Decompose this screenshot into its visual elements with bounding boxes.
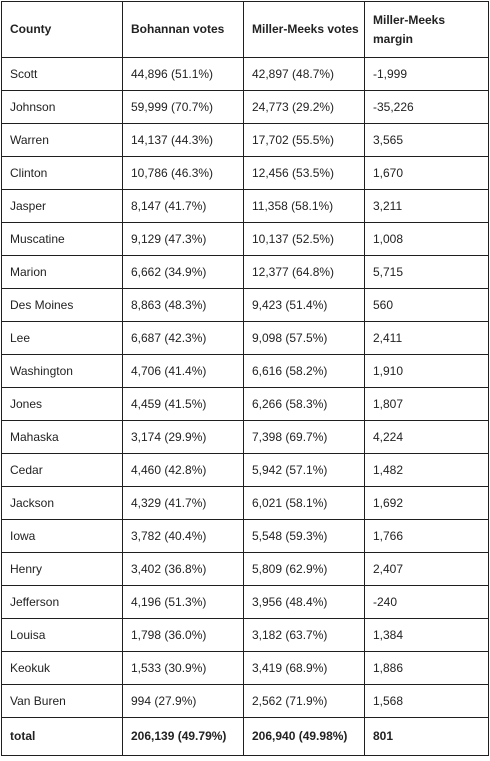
bohannan-votes-cell: 8,863 (48.3%) <box>123 289 244 322</box>
county-cell: Johnson <box>2 91 123 124</box>
table-row <box>2 190 489 223</box>
county-cell: Mahaska <box>2 421 123 454</box>
bohannan-votes-cell: 8,147 (41.7%) <box>123 190 244 223</box>
miller-meeks-votes-cell: 9,423 (51.4%) <box>244 289 365 322</box>
bohannan-votes-cell: 4,460 (42.8%) <box>123 454 244 487</box>
table-row <box>2 58 489 91</box>
margin-cell: 1,692 <box>365 487 489 520</box>
miller-meeks-votes-cell: 6,021 (58.1%) <box>244 487 365 520</box>
bohannan-votes-cell: 59,999 (70.7%) <box>123 91 244 124</box>
miller-meeks-votes-cell: 2,562 (71.9%) <box>244 685 365 718</box>
margin-cell: 5,715 <box>365 256 489 289</box>
county-cell: Warren <box>2 124 123 157</box>
miller-meeks-votes-cell: 12,377 (64.8%) <box>244 256 365 289</box>
county-results-table <box>1 1 489 756</box>
margin-cell: 1,766 <box>365 520 489 553</box>
margin-cell: 1,670 <box>365 157 489 190</box>
margin-cell: 2,411 <box>365 322 489 355</box>
margin-cell: 1,482 <box>365 454 489 487</box>
bohannan-votes-cell: 3,402 (36.8%) <box>123 553 244 586</box>
county-cell: Keokuk <box>2 652 123 685</box>
county-cell: Cedar <box>2 454 123 487</box>
county-cell: Washington <box>2 355 123 388</box>
miller-meeks-votes-cell: 3,956 (48.4%) <box>244 586 365 619</box>
bohannan-votes-cell: 1,533 (30.9%) <box>123 652 244 685</box>
bohannan-votes-cell: 44,896 (51.1%) <box>123 58 244 91</box>
table-row <box>2 223 489 256</box>
county-cell: Jones <box>2 388 123 421</box>
miller-meeks-votes-cell: 5,548 (59.3%) <box>244 520 365 553</box>
table-row <box>2 586 489 619</box>
margin-cell: 560 <box>365 289 489 322</box>
miller-meeks-votes-cell: 5,809 (62.9%) <box>244 553 365 586</box>
table-row <box>2 322 489 355</box>
table-row <box>2 355 489 388</box>
margin-cell: 1,384 <box>365 619 489 652</box>
bohannan-votes-cell: 4,329 (41.7%) <box>123 487 244 520</box>
table-row <box>2 91 489 124</box>
total-bohannan-votes: 206,139 (49.79%) <box>123 718 244 756</box>
table-row <box>2 289 489 322</box>
table-row <box>2 256 489 289</box>
header-miller-meeks-votes: Miller-Meeks votes <box>244 2 365 58</box>
total-miller-meeks-votes: 206,940 (49.98%) <box>244 718 365 756</box>
table-row <box>2 124 489 157</box>
county-cell: Jasper <box>2 190 123 223</box>
margin-cell: 1,807 <box>365 388 489 421</box>
miller-meeks-votes-cell: 6,266 (58.3%) <box>244 388 365 421</box>
county-cell: Muscatine <box>2 223 123 256</box>
miller-meeks-votes-cell: 17,702 (55.5%) <box>244 124 365 157</box>
bohannan-votes-cell: 3,782 (40.4%) <box>123 520 244 553</box>
bohannan-votes-cell: 994 (27.9%) <box>123 685 244 718</box>
table-row <box>2 388 489 421</box>
margin-cell: 4,224 <box>365 421 489 454</box>
table-row <box>2 619 489 652</box>
county-cell: Henry <box>2 553 123 586</box>
bohannan-votes-cell: 4,706 (41.4%) <box>123 355 244 388</box>
miller-meeks-votes-cell: 24,773 (29.2%) <box>244 91 365 124</box>
miller-meeks-votes-cell: 42,897 (48.7%) <box>244 58 365 91</box>
county-cell: Jackson <box>2 487 123 520</box>
miller-meeks-votes-cell: 3,419 (68.9%) <box>244 652 365 685</box>
miller-meeks-votes-cell: 3,182 (63.7%) <box>244 619 365 652</box>
county-cell: Marion <box>2 256 123 289</box>
margin-cell: 1,910 <box>365 355 489 388</box>
miller-meeks-votes-cell: 11,358 (58.1%) <box>244 190 365 223</box>
margin-cell: 2,407 <box>365 553 489 586</box>
total-row <box>2 718 489 756</box>
county-cell: Clinton <box>2 157 123 190</box>
table-row <box>2 454 489 487</box>
bohannan-votes-cell: 3,174 (29.9%) <box>123 421 244 454</box>
header-miller-meeks-margin: Miller-Meeks margin <box>365 2 489 58</box>
county-cell: Iowa <box>2 520 123 553</box>
margin-cell: -35,226 <box>365 91 489 124</box>
table-row <box>2 157 489 190</box>
margin-cell: 1,886 <box>365 652 489 685</box>
county-cell: Des Moines <box>2 289 123 322</box>
header-bohannan-votes: Bohannan votes <box>123 2 244 58</box>
margin-cell: 3,211 <box>365 190 489 223</box>
bohannan-votes-cell: 10,786 (46.3%) <box>123 157 244 190</box>
table-row <box>2 487 489 520</box>
county-cell: Lee <box>2 322 123 355</box>
bohannan-votes-cell: 4,459 (41.5%) <box>123 388 244 421</box>
table-row <box>2 652 489 685</box>
margin-cell: 1,568 <box>365 685 489 718</box>
miller-meeks-votes-cell: 5,942 (57.1%) <box>244 454 365 487</box>
bohannan-votes-cell: 4,196 (51.3%) <box>123 586 244 619</box>
miller-meeks-votes-cell: 9,098 (57.5%) <box>244 322 365 355</box>
total-margin: 801 <box>365 718 489 756</box>
county-cell: Jefferson <box>2 586 123 619</box>
county-cell: Scott <box>2 58 123 91</box>
bohannan-votes-cell: 6,662 (34.9%) <box>123 256 244 289</box>
county-cell: Louisa <box>2 619 123 652</box>
table-row <box>2 421 489 454</box>
total-label: total <box>2 718 123 756</box>
county-cell: Van Buren <box>2 685 123 718</box>
bohannan-votes-cell: 6,687 (42.3%) <box>123 322 244 355</box>
miller-meeks-votes-cell: 12,456 (53.5%) <box>244 157 365 190</box>
margin-cell: 3,565 <box>365 124 489 157</box>
table-row <box>2 685 489 718</box>
table-row <box>2 520 489 553</box>
margin-cell: -1,999 <box>365 58 489 91</box>
header-row <box>2 2 489 58</box>
bohannan-votes-cell: 14,137 (44.3%) <box>123 124 244 157</box>
bohannan-votes-cell: 1,798 (36.0%) <box>123 619 244 652</box>
miller-meeks-votes-cell: 6,616 (58.2%) <box>244 355 365 388</box>
table-row <box>2 553 489 586</box>
header-county: County <box>2 2 123 58</box>
margin-cell: 1,008 <box>365 223 489 256</box>
margin-cell: -240 <box>365 586 489 619</box>
miller-meeks-votes-cell: 7,398 (69.7%) <box>244 421 365 454</box>
miller-meeks-votes-cell: 10,137 (52.5%) <box>244 223 365 256</box>
bohannan-votes-cell: 9,129 (47.3%) <box>123 223 244 256</box>
